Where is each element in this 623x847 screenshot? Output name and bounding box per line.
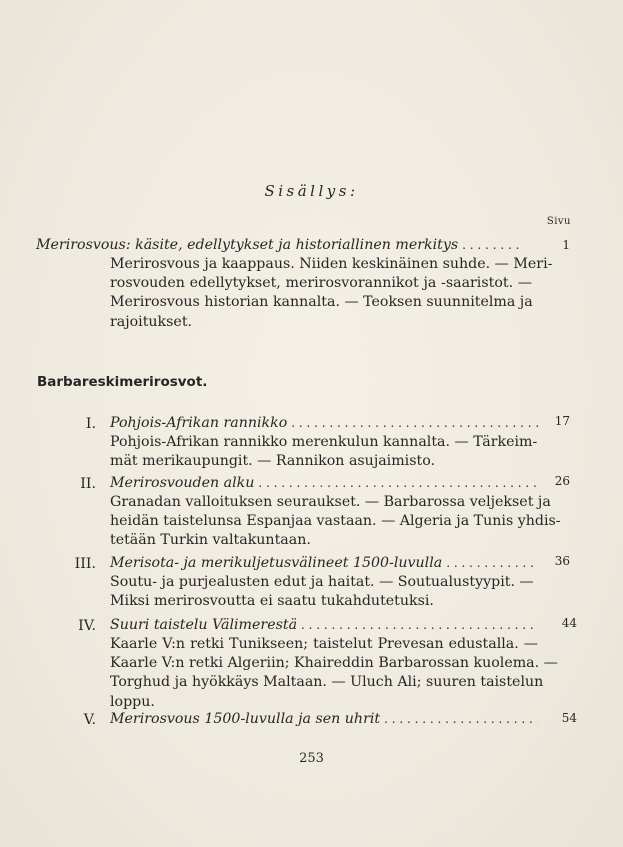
leader-dots [301, 616, 538, 634]
chapter-numeral: III. [74, 556, 96, 572]
chapter-numeral: IV. [78, 618, 96, 634]
page-number: 253 [299, 751, 324, 766]
toc-entry-chapter-4[interactable] [110, 616, 542, 634]
toc-entry-title: Merisota- ja merikuljetusvälineet 1500-luvulla [110, 555, 443, 571]
toc-entry-description: Kaarle V:n retki Tunikseen; taistelut Prevesan edustalla. — Kaarle V:n retki Algeriin; Khaireddin Barbarossan kuolema. — Torghud ja hyökkäys Maltaan. — Uluch Ali; suuren taistelun loppu. [110, 636, 558, 710]
leader-dots [446, 554, 538, 572]
toc-page-number: 26 [554, 474, 570, 488]
chapter-numeral: I. [85, 416, 96, 432]
toc-entry-description: Granadan valloituksen seuraukset. — Barbarossa veljekset ja heidän taistelunsa Espanjaa vastaan. — Algeria ja Tunis yhdis- tetään Turkin valtakuntaan. [110, 494, 561, 549]
toc-entry-intro[interactable] [36, 236, 526, 254]
toc-page-number: 1 [562, 238, 570, 252]
toc-entry-chapter-3[interactable] [110, 554, 542, 572]
toc-entry-description: Merirosvous ja kaappaus. Niiden keskinäinen suhde. — Meri- rosvouden edellytykset, merirosvorannikot ja -saaristot. — Merirosvous historian kannalta. — Teoksen suunnitelma ja rajoitukset. [110, 256, 553, 330]
toc-entry-chapter-5[interactable] [110, 710, 542, 728]
toc-page-number: 44 [561, 616, 577, 630]
page-column-label: Sivu [546, 216, 571, 227]
toc-page-number: 54 [561, 711, 577, 725]
toc-entry-title: Merirosvous 1500-luvulla ja sen uhrit [110, 711, 381, 727]
toc-entry-chapter-2[interactable] [110, 474, 542, 492]
toc-entry-title: Suuri taistelu Välimerestä [110, 617, 298, 633]
chapter-numeral: II. [80, 476, 96, 492]
leader-dots [462, 236, 522, 254]
leader-dots [291, 414, 538, 432]
toc-entry-description: Soutu- ja purjealusten edut ja haitat. — Soutualustyypit. — Miksi merirosvoutta ei saatu tukahdutetuksi. [110, 574, 534, 610]
chapter-numeral: V. [83, 712, 96, 728]
toc-entry-title: Merirosvous: käsite, edellytykset ja historiallinen merkitys [36, 237, 459, 253]
section-title: Barbareskimerirosvot. [37, 374, 208, 390]
toc-entry-chapter-1[interactable] [110, 414, 542, 432]
leader-dots [258, 474, 538, 492]
contents-heading: Sisällys: [264, 182, 359, 200]
toc-entry-title: Merirosvouden alku [110, 475, 255, 491]
toc-entry-title: Pohjois-Afrikan rannikko [110, 415, 288, 431]
toc-page-number: 36 [554, 554, 570, 568]
toc-page-number: 17 [554, 414, 570, 428]
leader-dots [384, 710, 538, 728]
toc-entry-description: Pohjois-Afrikan rannikko merenkulun kannalta. — Tärkeim- mät merikaupungit. — Rannikon asujaimisto. [110, 434, 538, 470]
